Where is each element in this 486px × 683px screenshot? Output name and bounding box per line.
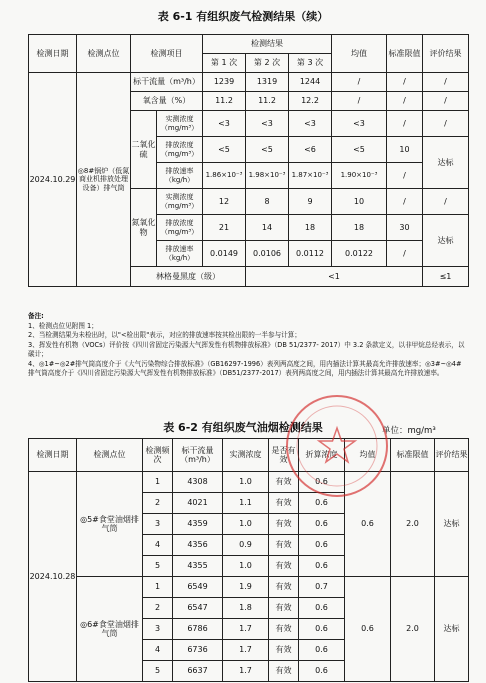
table-cell: 有效 (269, 472, 299, 493)
item-label: 排放速率（kg/h） (157, 241, 203, 267)
table-cell: <3 (289, 111, 332, 137)
table-cell: <1 (246, 267, 423, 287)
col-header-r3: 第 3 次 (289, 54, 332, 73)
table-cell: 9 (289, 189, 332, 215)
table-cell: 12 (203, 189, 246, 215)
item-label: 标干流量（m³/h） (131, 73, 203, 92)
col-header-emis: 折算浓度 (299, 439, 345, 472)
table-cell: 1.7 (223, 619, 269, 640)
table-cell: / (387, 111, 423, 137)
table-cell: 0.7 (299, 577, 345, 598)
table-cell: 1.86×10⁻³ (203, 163, 246, 189)
table-cell: 0.0106 (246, 241, 289, 267)
table-cell: 5 (143, 556, 173, 577)
table-cell: 11.2 (203, 92, 246, 111)
table-cell: / (423, 92, 469, 111)
table-cell: 1239 (203, 73, 246, 92)
table-cell: 1.87×10⁻³ (289, 163, 332, 189)
table-cell: 0.0112 (289, 241, 332, 267)
group-eval: 达标 (435, 472, 469, 577)
table-cell: 0.6 (299, 661, 345, 682)
table-cell: 1.0 (223, 472, 269, 493)
note-line: 4、◎1#~◎2#排气筒高度介于《大气污染物综合排放标准》（GB16297-1996）表列两高度之间，用内插法计算其最高允许排放速率；◎3#~◎4#排气筒高度介于《四川省固定污染源大气挥发性有机物排放标准》（DB51/2377-2017）表列两高度之间，用内插法计算其最高允许排放速率。 (28, 359, 462, 378)
table-cell: 4 (143, 640, 173, 661)
col-header-limit: 标准限值 (387, 35, 423, 73)
col-header-date: 检测日期 (29, 35, 77, 73)
table-cell: 4355 (173, 556, 223, 577)
table-cell: 有效 (269, 493, 299, 514)
table-cell: 0.0122 (332, 241, 387, 267)
table-cell: 8 (246, 189, 289, 215)
table-cell: 0.6 (299, 514, 345, 535)
table-cell: 14 (246, 215, 289, 241)
col-header-avg: 均值 (332, 35, 387, 73)
table-cell: / (423, 73, 469, 92)
col-header-valid: 是否有效 (269, 439, 299, 472)
table-cell: / (387, 92, 423, 111)
table-cell: 1.7 (223, 661, 269, 682)
table-cell: 3 (143, 514, 173, 535)
note-line: 1、检测点位见附图 1； (28, 321, 98, 330)
item-label: 氧含量（%） (131, 92, 203, 111)
table-cell: 有效 (269, 661, 299, 682)
table-cell: 1319 (246, 73, 289, 92)
eval-result: 达标 (423, 215, 469, 267)
col-header-date: 检测日期 (29, 439, 77, 472)
notes (28, 312, 468, 379)
table-cell: 30 (387, 215, 423, 241)
table-cell: 18 (289, 215, 332, 241)
test-point: ◎8#锅炉（低氮商业机排放处理设备）排气筒 (77, 73, 131, 287)
table-cell: 11.2 (246, 92, 289, 111)
table-cell: <5 (332, 137, 387, 163)
table-cell: <5 (246, 137, 289, 163)
col-header-eval: 评价结果 (435, 439, 469, 472)
table-cell: 有效 (269, 577, 299, 598)
table-cell: 1.7 (223, 640, 269, 661)
note-line: 2、当检测结果为未检出时，以"<检出限"表示，对应的排放速率按其检出限的一半参与计算； (28, 331, 301, 340)
table-cell: / (387, 189, 423, 215)
table-cell: 1.90×10⁻³ (332, 163, 387, 189)
table2-unit: 单位：mg/m³ (382, 426, 436, 436)
test-point: ◎6#食堂油烟排气筒 (77, 577, 143, 682)
table-cell: 0.0149 (203, 241, 246, 267)
group-limit: 2.0 (391, 472, 435, 577)
col-header-flow: 标干流量（m³/h） (173, 439, 223, 472)
table-cell: 1 (143, 577, 173, 598)
table-cell: 1.9 (223, 577, 269, 598)
table-cell: 6786 (173, 619, 223, 640)
col-header-eval: 评价结果 (423, 35, 469, 73)
item-label: 实测浓度（mg/m³） (157, 111, 203, 137)
group-eval: 达标 (435, 577, 469, 682)
table-cell: 21 (203, 215, 246, 241)
pollutant-name: 二氧化硫 (131, 111, 157, 189)
col-header-avg: 均值 (345, 439, 391, 472)
pollutant-name: 氮氧化物 (131, 189, 157, 267)
table-cell: 有效 (269, 640, 299, 661)
table-cell: 1 (143, 472, 173, 493)
table-cell: 有效 (269, 619, 299, 640)
table-cell: <5 (203, 137, 246, 163)
col-header-r2: 第 2 次 (246, 54, 289, 73)
group-avg: 0.6 (345, 577, 391, 682)
item-label: 林格曼黑度（级） (131, 267, 246, 287)
table-cell: / (332, 92, 387, 111)
eval-result: 达标 (423, 137, 469, 189)
table-cell: 0.6 (299, 619, 345, 640)
table-cell: 3 (143, 619, 173, 640)
table-cell: 0.6 (299, 472, 345, 493)
col-header-limit: 标准限值 (391, 439, 435, 472)
table-cell: / (332, 73, 387, 92)
table-cell: 4021 (173, 493, 223, 514)
table-cell: 0.9 (223, 535, 269, 556)
table-cell: 4308 (173, 472, 223, 493)
note-line: 3、挥发性有机物（VOCs）评价按《四川省固定污染源大气挥发性有机物排放标准》（DB 51/2377- 2017）中 3.2 条款定义，以非甲烷总烃表示，以碳计； (28, 340, 465, 359)
table-cell: 10 (332, 189, 387, 215)
table-cell: 1.0 (223, 556, 269, 577)
seal-star-icon (288, 397, 386, 495)
test-point: ◎5#食堂油烟排气筒 (77, 472, 143, 577)
table-cell: 6736 (173, 640, 223, 661)
table-cell: / (387, 73, 423, 92)
col-header-result: 检测结果 (203, 35, 332, 54)
table-cell: 12.2 (289, 92, 332, 111)
table-cell: 6637 (173, 661, 223, 682)
table-cell: 0.6 (299, 556, 345, 577)
table-cell: 2 (143, 598, 173, 619)
table-cell: 4 (143, 535, 173, 556)
test-date: 2024.10.28 (29, 472, 77, 682)
item-label: 实测浓度（mg/m³） (157, 189, 203, 215)
table-cell: 1.98×10⁻³ (246, 163, 289, 189)
test-date: 2024.10.29 (29, 73, 77, 287)
table-cell: 18 (332, 215, 387, 241)
table-cell: 1244 (289, 73, 332, 92)
table-cell: / (423, 189, 469, 215)
table-cell: / (423, 111, 469, 137)
table-cell: 6549 (173, 577, 223, 598)
table-cell: / (387, 241, 423, 267)
table2 (28, 438, 469, 682)
table-cell: 1.0 (223, 514, 269, 535)
item-label: 排放浓度（mg/m³） (157, 215, 203, 241)
table-cell: <6 (289, 137, 332, 163)
table-cell: 1.8 (223, 598, 269, 619)
table-cell: <3 (246, 111, 289, 137)
table2-title: 表 6-2 有组织废气油烟检测结果 (163, 421, 323, 434)
table-cell: 有效 (269, 556, 299, 577)
col-header-conc: 实测浓度 (223, 439, 269, 472)
col-header-point: 检测点位 (77, 35, 131, 73)
col-header-item: 检测项目 (131, 35, 203, 73)
table-cell: 0.6 (299, 535, 345, 556)
table-cell: 2 (143, 493, 173, 514)
table1-title: 表 6-1 有组织废气检测结果（续） (157, 10, 329, 23)
table-cell: <3 (203, 111, 246, 137)
table-cell: ≤1 (423, 267, 469, 287)
company-seal (286, 395, 388, 497)
table-cell: 4359 (173, 514, 223, 535)
item-label: 排放浓度（mg/m³） (157, 137, 203, 163)
table-cell: 0.6 (299, 640, 345, 661)
table-cell: 6547 (173, 598, 223, 619)
table-cell: 5 (143, 661, 173, 682)
table-cell: 有效 (269, 535, 299, 556)
table-cell: / (387, 163, 423, 189)
table-cell: 10 (387, 137, 423, 163)
table-cell: 有效 (269, 598, 299, 619)
table-cell: 有效 (269, 514, 299, 535)
notes-heading: 备注: (28, 312, 44, 320)
table-cell: 0.6 (299, 493, 345, 514)
table1 (28, 34, 469, 287)
table-cell: <3 (332, 111, 387, 137)
col-header-freq: 检测频次 (143, 439, 173, 472)
group-limit: 2.0 (391, 577, 435, 682)
group-avg: 0.6 (345, 472, 391, 577)
table-cell: 0.6 (299, 598, 345, 619)
col-header-r1: 第 1 次 (203, 54, 246, 73)
item-label: 排放速率（kg/h） (157, 163, 203, 189)
table-cell: 4356 (173, 535, 223, 556)
table-cell: 1.1 (223, 493, 269, 514)
col-header-point: 检测点位 (77, 439, 143, 472)
